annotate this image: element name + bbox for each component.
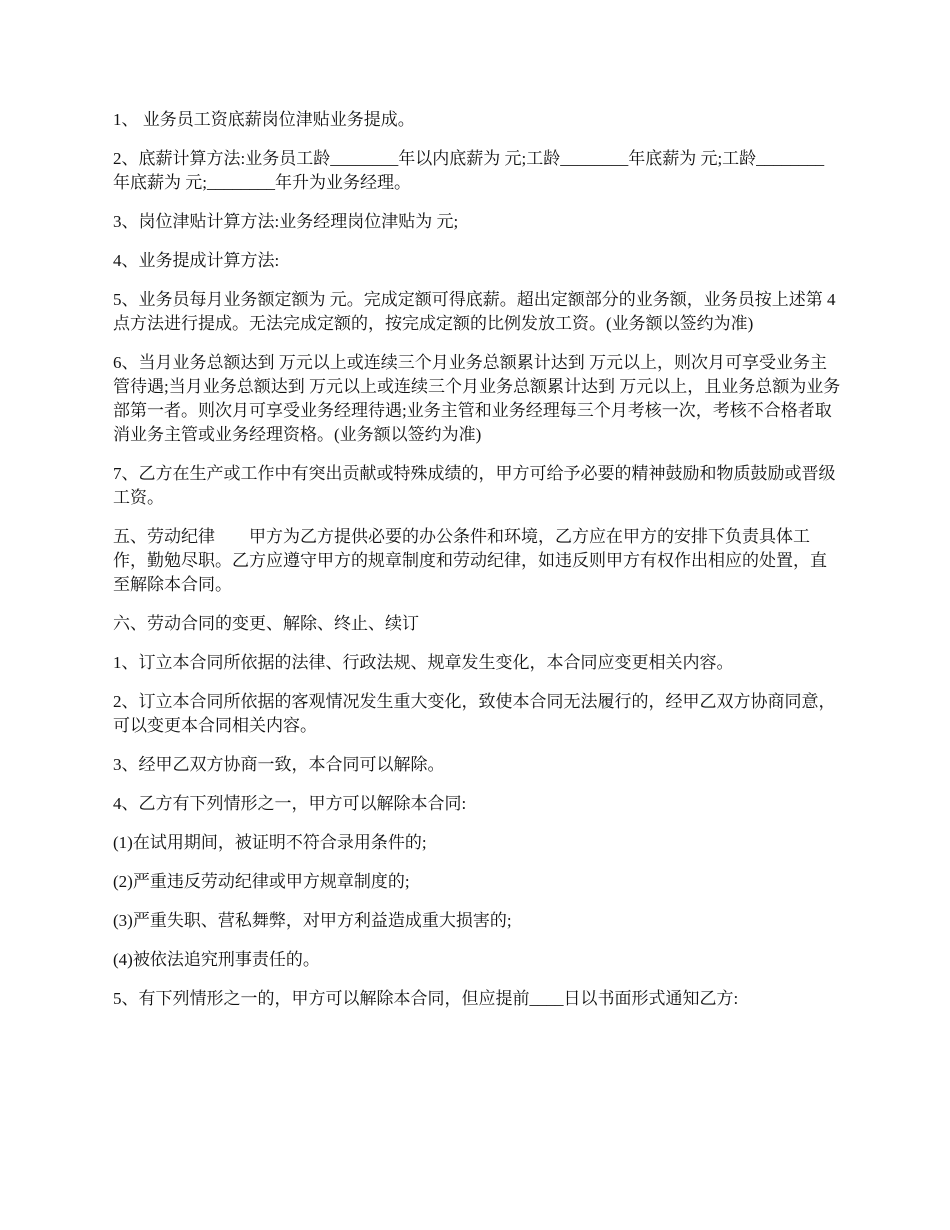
- list-item-2: (2)严重违反劳动纪律或甲方规章制度的;: [113, 872, 410, 891]
- paragraph-5: 5、业务员每月业务额定额为 元。完成定额可得底薪。超出定额部分的业务额，业务员按上述第 4 点方法进行提成。无法完成定额的，按完成定额的比例发放工资。(业务额以签约为准): [113, 290, 840, 333]
- paragraph-7: 7、乙方在生产或工作中有突出贡献或特殊成绩的，甲方可给予必要的精神鼓励和物质鼓励或晋级工资。: [113, 464, 836, 507]
- paragraph-6: 6、当月业务总额达到 万元以上或连续三个月业务总额累计达到 万元以上，则次月可享受业务主管待遇;当月业务总额达到 万元以上或连续三个月业务总额累计达到 万元以上，且业务总额为业务部第一者。则次月可享受业务经理待遇;业务主管和业务经理每三个月考核一次，考核不合格者取消业务主管或业务经理资格。(业务额以签约为准): [113, 353, 841, 444]
- list-item-1: (1)在试用期间，被证明不符合录用条件的;: [113, 833, 427, 852]
- paragraph-2: 2、底薪计算方法:业务员工龄________年以内底薪为 元;工龄________年底薪为 元;工龄________年底薪为 元;________年升为业务经理。: [113, 149, 825, 192]
- paragraph-4: 4、业务提成计算方法:: [113, 251, 280, 270]
- paragraph-change-3: 3、经甲乙双方协商一致，本合同可以解除。: [113, 755, 445, 774]
- section-heading-contract-changes: 六、劳动合同的变更、解除、终止、续订: [113, 614, 419, 633]
- list-item-3: (3)严重失职、营私舞弊，对甲方利益造成重大损害的;: [113, 911, 512, 930]
- list-item-4: (4)被依法追究刑事责任的。: [113, 950, 320, 969]
- paragraph-1: 1、 业务员工资底薪岗位津贴业务提成。: [113, 110, 415, 129]
- paragraph-change-2: 2、订立本合同所依据的客观情况发生重大变化，致使本合同无法履行的，经甲乙双方协商同意，可以变更本合同相关内容。: [113, 692, 836, 735]
- section-labor-discipline: 五、劳动纪律 甲方为乙方提供必要的办公条件和环境，乙方应在甲方的安排下负责具体工作，勤勉尽职。乙方应遵守甲方的规章制度和劳动纪律，如违反则甲方有权作出相应的处置，直至解除本合同。: [113, 527, 827, 594]
- paragraph-change-1: 1、订立本合同所依据的法律、行政法规、规章发生变化，本合同应变更相关内容。: [113, 653, 734, 672]
- paragraph-change-4: 4、乙方有下列情形之一，甲方可以解除本合同:: [113, 794, 467, 813]
- paragraph-3: 3、岗位津贴计算方法:业务经理岗位津贴为 元;: [113, 212, 459, 231]
- document-body: [113, 108, 841, 1026]
- paragraph-change-5: 5、有下列情形之一的，甲方可以解除本合同，但应提前____日以书面形式通知乙方:: [113, 989, 739, 1008]
